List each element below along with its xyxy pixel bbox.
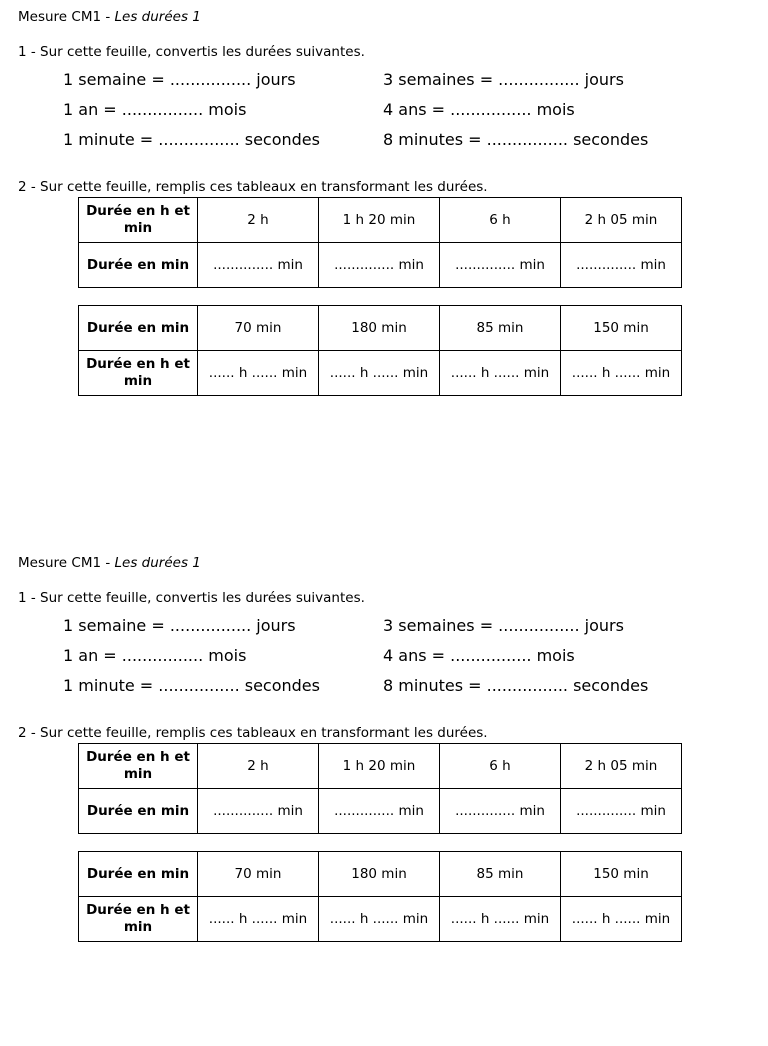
table-h-to-min — [78, 743, 682, 834]
table-cell: 1 h 20 min — [319, 198, 440, 243]
table-row — [79, 744, 682, 789]
conversion-line: 1 semaine = ................ jours — [63, 70, 296, 89]
table-row — [79, 306, 682, 351]
conversion-line: 1 semaine = ................ jours — [63, 616, 296, 635]
answer-cell: ...... h ...... min — [198, 351, 319, 396]
table-cell: 6 h — [440, 198, 561, 243]
conversion-line: 4 ans = ................ mois — [383, 646, 575, 665]
table-cell: 70 min — [198, 306, 319, 351]
row-header: Durée en min — [79, 852, 198, 897]
question-2: 2 - Sur cette feuille, remplis ces tableaux en transformant les durées. — [18, 179, 488, 195]
answer-cell: .............. min — [319, 243, 440, 288]
table-min-to-h — [78, 851, 682, 942]
table-cell: 2 h — [198, 198, 319, 243]
row-header: Durée en h et min — [79, 351, 198, 396]
table-row — [79, 351, 682, 396]
row-header: Durée en h et min — [79, 198, 198, 243]
row-header: Durée en min — [79, 789, 198, 834]
table-cell: 85 min — [440, 852, 561, 897]
worksheet-title — [18, 9, 201, 25]
answer-cell: ...... h ...... min — [440, 351, 561, 396]
conversion-line: 1 minute = ................ secondes — [63, 130, 320, 149]
table-min-to-h — [78, 305, 682, 396]
question-2: 2 - Sur cette feuille, remplis ces tableaux en transformant les durées. — [18, 725, 488, 741]
conversion-line: 3 semaines = ................ jours — [383, 616, 624, 635]
table-row — [79, 243, 682, 288]
table-h-to-min — [78, 197, 682, 288]
table-row — [79, 789, 682, 834]
worksheet-bottom — [0, 546, 768, 1046]
answer-cell: ...... h ...... min — [198, 897, 319, 942]
table-cell: 150 min — [561, 852, 682, 897]
table-row — [79, 852, 682, 897]
conversion-line: 3 semaines = ................ jours — [383, 70, 624, 89]
title-main: Mesure CM1 - — [18, 555, 115, 571]
table-cell: 6 h — [440, 744, 561, 789]
table-cell: 2 h 05 min — [561, 198, 682, 243]
table-row — [79, 198, 682, 243]
conversion-line: 8 minutes = ................ secondes — [383, 676, 649, 695]
row-header: Durée en min — [79, 243, 198, 288]
conversion-line: 1 minute = ................ secondes — [63, 676, 320, 695]
answer-cell: .............. min — [319, 789, 440, 834]
conversion-line: 1 an = ................ mois — [63, 100, 247, 119]
conversion-line: 1 an = ................ mois — [63, 646, 247, 665]
conversion-line: 8 minutes = ................ secondes — [383, 130, 649, 149]
table-cell: 180 min — [319, 306, 440, 351]
title-italic: Les durées 1 — [114, 9, 201, 25]
answer-cell: .............. min — [198, 243, 319, 288]
table-cell: 85 min — [440, 306, 561, 351]
title-main: Mesure CM1 - — [18, 9, 115, 25]
answer-cell: .............. min — [440, 243, 561, 288]
answer-cell: ...... h ...... min — [319, 897, 440, 942]
title-italic: Les durées 1 — [114, 555, 201, 571]
row-header: Durée en min — [79, 306, 198, 351]
table-row — [79, 897, 682, 942]
answer-cell: .............. min — [561, 789, 682, 834]
table-cell: 1 h 20 min — [319, 744, 440, 789]
conversion-line: 4 ans = ................ mois — [383, 100, 575, 119]
table-cell: 180 min — [319, 852, 440, 897]
worksheet-title — [18, 555, 201, 571]
row-header: Durée en h et min — [79, 897, 198, 942]
row-header: Durée en h et min — [79, 744, 198, 789]
question-1: 1 - Sur cette feuille, convertis les durées suivantes. — [18, 590, 365, 606]
question-1: 1 - Sur cette feuille, convertis les durées suivantes. — [18, 44, 365, 60]
table-cell: 70 min — [198, 852, 319, 897]
worksheet-top — [0, 0, 768, 500]
table-cell: 2 h 05 min — [561, 744, 682, 789]
answer-cell: .............. min — [198, 789, 319, 834]
answer-cell: .............. min — [440, 789, 561, 834]
answer-cell: ...... h ...... min — [440, 897, 561, 942]
answer-cell: ...... h ...... min — [561, 897, 682, 942]
table-cell: 150 min — [561, 306, 682, 351]
answer-cell: ...... h ...... min — [319, 351, 440, 396]
answer-cell: .............. min — [561, 243, 682, 288]
answer-cell: ...... h ...... min — [561, 351, 682, 396]
table-cell: 2 h — [198, 744, 319, 789]
